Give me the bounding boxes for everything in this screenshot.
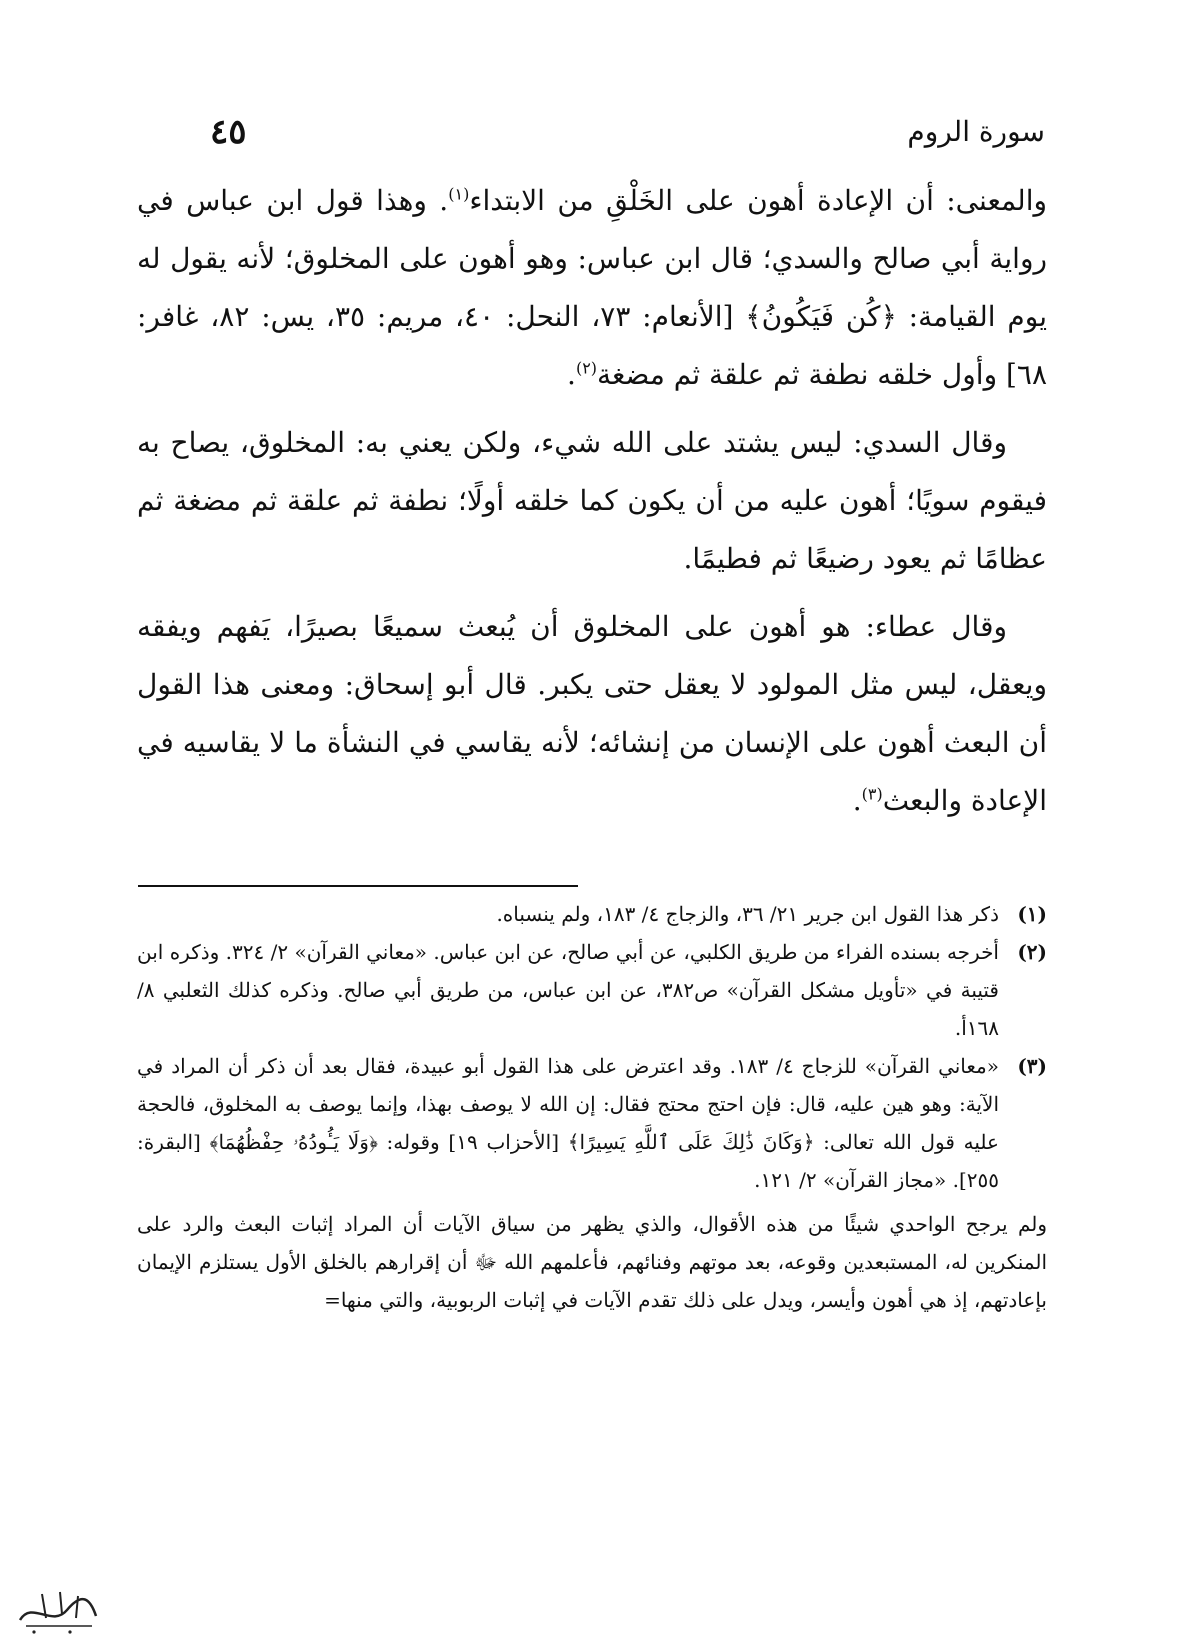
footnote-ref-3[interactable]: (٣): [861, 784, 883, 804]
footnote-separator: [138, 885, 578, 887]
footnotes: [137, 895, 1047, 1319]
footnote-text: «معاني القرآن» للزجاج ٤/ ١٨٣. وقد اعترض على هذا القول أبو عبيدة، فقال بعد أن ذكر أن المراد في الآية: وهو هين عليه، قال: فإن احتج محتج فقال: إن الله لا يوصف بهذا، وإنما يوصف به المخلوق، فالحجة عليه قول الله تعالى: ﴿وَكَانَ ذَٰلِكَ عَلَى ٱللَّهِ يَسِيرًا﴾ [الأحزاب ١٩] وقوله: ﴿وَلَا يَـُٔودُهُۥ حِفْظُهُمَا﴾ [البقرة: ٢٥٥]. «مجاز القرآن» ٢/ ١٢١.: [137, 1054, 999, 1192]
footnote-number: (٣): [1017, 1054, 1047, 1078]
paragraph-3: وقال عطاء: هو أهون على المخلوق أن يُبعث سميعًا بصيرًا، يَفهم ويفقه ويعقل، ليس مثل المولود لا يعقل حتى يكبر. قال أبو إسحاق: ومعنى هذا القول أن البعث أهون على الإنسان من إنشائه؛ لأنه يقاسي في النشأة ما لا يقاسيه في الإعادة والبعث$^{(٣)}$.: [137, 610, 1047, 817]
footnote-ref-2[interactable]: (٢): [575, 358, 598, 378]
watermark-logo: [12, 1580, 102, 1638]
footnote-text: ذكر هذا القول ابن جرير ٢١/ ٣٦، والزجاج ٤/ ١٨٣، ولم ينسباه.: [496, 902, 999, 926]
editor-commentary: ولم يرجح الواحدي شيئًا من هذه الأقوال، والذي يظهر من سياق الآيات أن المراد إثبات البعث والرد على المنكرين له، المستبعدين وقوعه، بعد موتهم وفنائهم، فأعلمهم الله ﷻ أن إقرارهم بالخلق الأول يستلزم الإيمان بإعادتهم، إذ هي أهون وأيسر، ويدل على ذلك تقدم الآيات في إثبات الربوبية، والتي منها=: [137, 1212, 1048, 1312]
page-number: ٤٥: [210, 112, 247, 152]
paragraph-2: وقال السدي: ليس يشتد على الله شيء، ولكن يعني به: المخلوق، يصاح به فيقوم سويًا؛ أهون عليه من أن يكون كما خلقه أولًا؛ نطفة ثم علقة ثم مضغة ثم عظامًا ثم يعود رضيعًا ثم فطيمًا.: [137, 426, 1047, 575]
surah-title: سورة الروم: [907, 115, 1045, 148]
paragraph-1: والمعنى: أن الإعادة أهون على الخَلْقِ من الابتداء$^{(١)}$. وهذا قول ابن عباس في رواية أبي صالح والسدي؛ قال ابن عباس: وهو أهون على المخلوق؛ لأنه يقول له يوم القيامة: ﴿كُن فَيَكُونُ﴾ [الأنعام: ٧٣، النحل: ٤٠، مريم: ٣٥، يس: ٨٢، غافر: ٦٨] وأول خلقه نطفة ثم علقة ثم مضغة$^{(٢)}$.: [137, 184, 1047, 391]
footnote-number: (١): [1017, 902, 1047, 926]
footnote-1: [137, 895, 1047, 933]
footnote-number: (٢): [1017, 940, 1047, 964]
running-head: [140, 108, 1045, 156]
main-text: [137, 172, 1047, 840]
footnote-ref-1[interactable]: (١): [448, 184, 470, 204]
footnote-3: [137, 1047, 1047, 1199]
footnote-text: أخرجه بسنده الفراء من طريق الكلبي، عن أبي صالح، عن ابن عباس. «معاني القرآن» ٢/ ٣٢٤. وذكره ابن قتيبة في «تأويل مشكل القرآن» ص٣٨٢، عن ابن عباس، من طريق أبي صالح. وذكره كذلك الثعلبي ٨/ ١٦٨أ.: [136, 940, 999, 1040]
footnote-2: [137, 933, 1047, 1047]
